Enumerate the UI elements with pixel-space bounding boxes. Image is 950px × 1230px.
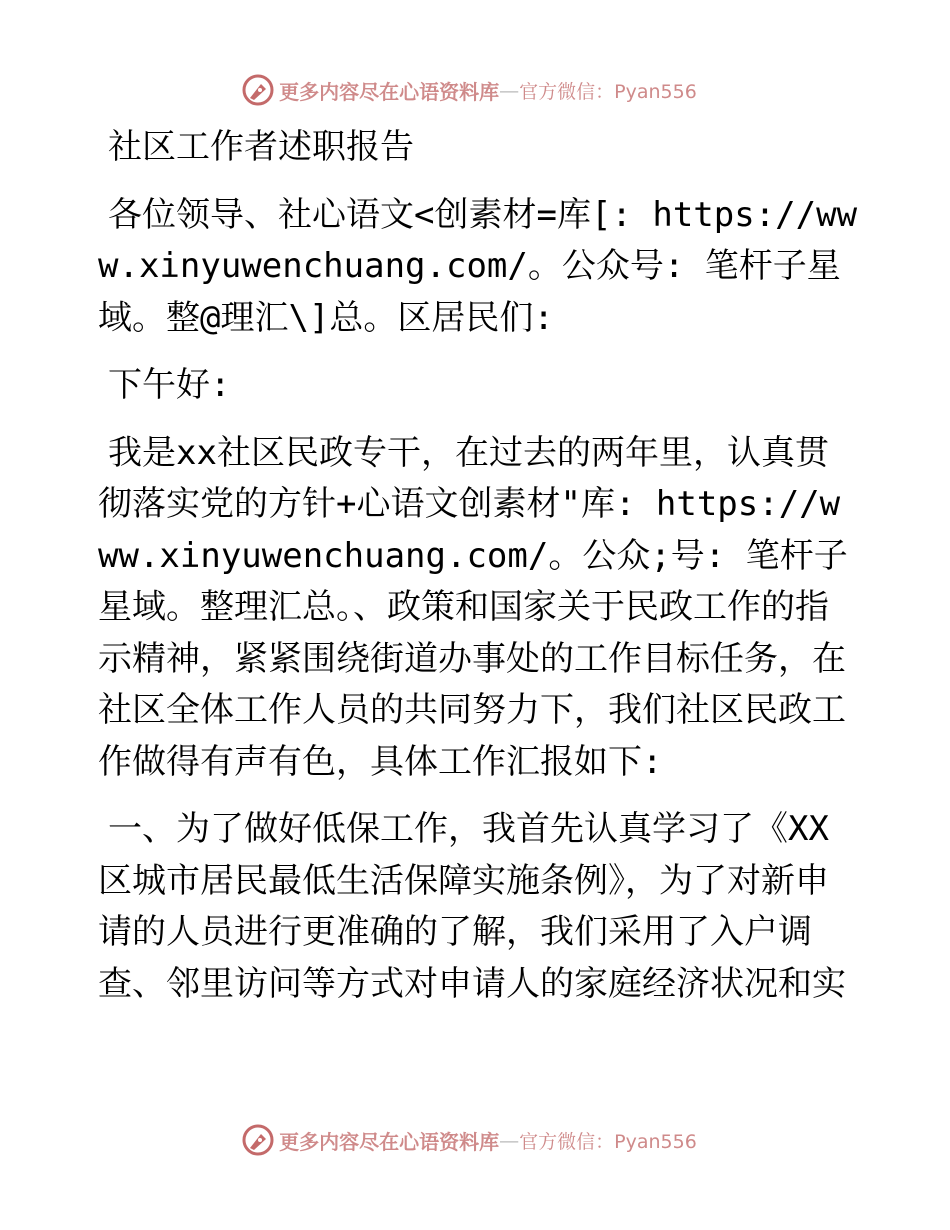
watermark-separator: — bbox=[499, 1128, 520, 1152]
paragraph-section-one: 一、为了做好低保工作，我首先认真学习了《XX区城市居民最低生活保障实施条例》，为了对新申请的人员进行更准确的了解，我们采用了入户调查、邻里访问等方式对申请人的家庭经济状况和实 bbox=[98, 809, 846, 1004]
watermark-wechat-text: 官方微信：Pyan556 bbox=[519, 80, 697, 103]
paragraph-intro: 我是xx社区民政专干，在过去的两年里，认真贯彻落实党的方针+心语文创素材"库: https://www.xinyuwenchuang.com/。公众;号: 笔杆子星域。整理汇总。、政策和国家关于民政工作的指示精神，紧紧围绕街道办事处的工作目标任务，在社区全体工作人员的共同努力下，我们社区民政工作做得有声有色，具体工作汇报如下: bbox=[98, 432, 848, 782]
paragraph-salutation: 各位领导、社心语文<创素材=库[: https://www.xinyuwenchuang.com/。公众号: 笔杆子星域。整@理汇\]总。区居民们: bbox=[98, 194, 858, 338]
watermark-wechat-text: 官方微信：Pyan556 bbox=[519, 1130, 697, 1153]
watermark-footer-inner bbox=[241, 1123, 697, 1157]
watermark-footer bbox=[0, 1120, 950, 1160]
watermark-site-text: 更多内容尽在心语资料库 bbox=[279, 1129, 500, 1154]
watermark-site-text: 更多内容尽在心语资料库 bbox=[279, 79, 500, 104]
document-title: 社区工作者述职报告 bbox=[108, 127, 414, 167]
document-body bbox=[98, 122, 858, 1026]
pen-nib-logo-icon bbox=[241, 1123, 275, 1157]
paragraph-greeting: 下午好: bbox=[108, 365, 231, 405]
watermark-separator: — bbox=[499, 78, 520, 102]
watermark-header bbox=[0, 70, 950, 110]
pen-nib-logo-icon bbox=[241, 73, 275, 107]
watermark-header-inner bbox=[241, 73, 697, 107]
